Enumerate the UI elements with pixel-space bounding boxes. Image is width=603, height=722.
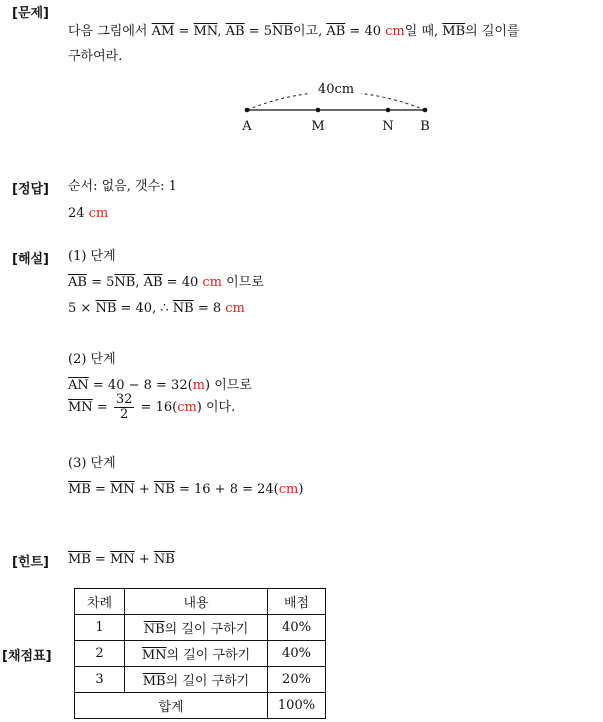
total-points: 100%: [268, 693, 326, 719]
row-points: 40%: [268, 615, 326, 641]
total-label: 합계: [75, 693, 268, 719]
row-order: 2: [75, 641, 125, 667]
row-points: 20%: [268, 667, 326, 693]
problem-line-1: 다음 그림에서 $\overline{AM} = \overline{MN}$, $\overline{AB} = 5\overline{NB}$이고, $\overline{AB} = 40$ cm일 때, $\overline{MB}$의 길이를: [68, 24, 520, 39]
table-row: [75, 641, 326, 667]
scoring-label: [채점표]: [2, 649, 52, 664]
row-points: 40%: [268, 641, 326, 667]
solution-label: [해설]: [12, 252, 49, 267]
table-row: [75, 615, 326, 641]
answer-meta: 순서: 없음, 갯수: 1: [68, 179, 177, 194]
table-total-row: [75, 693, 326, 719]
fraction: $\frac{32}{2}$: [115, 392, 133, 422]
row-order: 3: [75, 667, 125, 693]
distance-label: 40cm: [317, 82, 355, 97]
point-b-label: B: [420, 119, 430, 134]
step3-line-1: $\overline{MB} = \overline{MN} + \overline{NB} = 16 + 8 = 24(cm)$: [68, 482, 304, 497]
header-content: 내용: [125, 589, 268, 615]
hint-formula: $\overline{MB} = \overline{MN} + \overline{NB}$: [68, 552, 175, 567]
table-header-row: [75, 589, 326, 615]
point-n-dot: [386, 108, 391, 113]
point-a-dot: [245, 108, 250, 113]
point-n-label: N: [382, 119, 394, 134]
header-order: 차례: [75, 589, 125, 615]
header-points: 배점: [268, 589, 326, 615]
row-content: $\overline{MB}$의 길이 구하기: [125, 667, 268, 693]
row-content: $\overline{MN}$의 길이 구하기: [125, 641, 268, 667]
step1-line-2: $5 \times \overline{NB} = 40$, ∴ $\overline{NB} = 8$ cm: [68, 301, 245, 316]
step2-line-1: $\overline{AN} = 40 - 8 = 32(m)$ 이므로: [68, 378, 252, 393]
hint-label: [힌트]: [12, 555, 49, 570]
step3-title: (3) 단계: [68, 456, 116, 471]
scoring-table: [74, 588, 326, 719]
row-order: 1: [75, 615, 125, 641]
step2-line-2: $\overline{MN}$ = $\frac{32}{2}$ = 16(cm) 이다.: [68, 392, 236, 422]
point-a-label: A: [242, 119, 252, 134]
problem-label: [문제]: [12, 6, 49, 21]
problem-line-2: 구하여라.: [68, 49, 123, 64]
answer-label: [정답]: [12, 182, 49, 197]
point-m-dot: [316, 108, 321, 113]
point-b-dot: [423, 108, 428, 113]
answer-value: 24 cm: [68, 206, 109, 221]
table-row: [75, 667, 326, 693]
point-m-label: M: [311, 119, 325, 134]
row-content: $\overline{NB}$의 길이 구하기: [125, 615, 268, 641]
step1-title: (1) 단계: [68, 249, 116, 264]
step2-title: (2) 단계: [68, 352, 116, 367]
segment-diagram: [235, 76, 445, 136]
step1-line-1: $\overline{AB} = 5\overline{NB}$, $\overline{AB} = 40$ cm 이므로: [68, 275, 264, 290]
